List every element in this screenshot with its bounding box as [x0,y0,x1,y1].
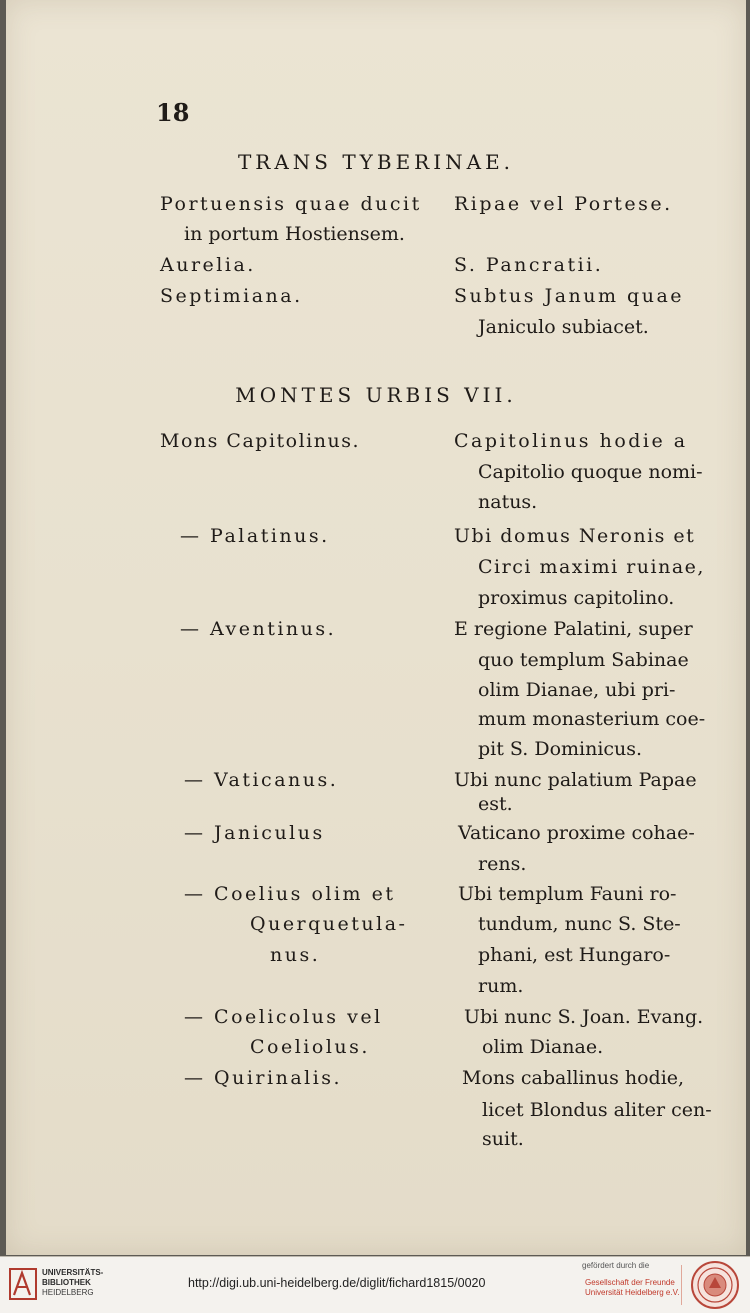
left-entry-coelicolus-1: — Coelicolus vel [184,1006,383,1028]
page-number: 18 [156,98,190,127]
section-heading-trans-tyberinae: TRANS TYBERINAE. [237,150,515,174]
book-page [6,0,746,1255]
library-name-line-2: BIBLIOTHEK [42,1278,91,1287]
left-entry-coelius-1: — Coelius olim et [184,883,396,905]
funded-by-label: gefördert durch die [582,1261,650,1270]
library-name-line-1: UNIVERSITÄTS- [42,1268,104,1277]
university-library-logo-icon[interactable] [8,1265,38,1303]
right-entry-aventinus-5: pit S. Dominicus. [478,738,643,760]
left-entry-coelius-3: nus. [270,944,321,966]
right-entry-coelius-2: tundum, nunc S. Ste- [478,913,681,935]
right-entry-aventinus-4: mum monasterium coe- [478,708,706,730]
right-entry-palatinus-1: Ubi domus Neronis et [454,525,696,547]
right-entry-palatinus-3: proximus capitolino. [478,587,675,609]
right-entry-coelius-4: rum. [478,975,524,997]
university-seal-icon [690,1260,740,1310]
left-entry-coelius-2: Querquetula- [250,913,408,935]
right-entry-aventinus-1: E regione Palatini, super [454,618,693,640]
society-name-line-1: Gesellschaft der Freunde [585,1278,675,1287]
right-entry-vaticanus-2: est. [478,793,513,815]
left-entry-septimiana: Septimiana. [160,285,303,307]
library-name[interactable] [42,1268,103,1298]
left-entry-capitolinus: Mons Capitolinus. [160,430,361,452]
right-entry-vaticanus-1: Ubi nunc palatium Papae [454,769,697,791]
right-entry-coelicolus-2: olim Dianae. [482,1036,604,1058]
right-entry-janiculus-2: rens. [478,853,527,875]
right-entry-aventinus-2: quo templum Sabinae [478,649,689,671]
right-entry-pancratii: S. Pancratii. [454,254,604,276]
right-entry-capitolinus-1: Capitolinus hodie a [454,430,688,452]
right-entry-coelicolus-1: Ubi nunc S. Joan. Evang. [464,1006,704,1028]
left-entry-quirinalis: — Quirinalis. [184,1067,343,1089]
society-name-line-2: Universität Heidelberg e.V. [585,1288,680,1297]
left-entry-palatinus: — Palatinus. [180,525,330,547]
left-entry-portuensis-cont: in portum Hostiensem. [184,223,405,245]
right-entry-aventinus-3: olim Dianae, ubi pri- [478,679,676,701]
section-heading-montes-urbis: MONTES URBIS VII. [235,383,517,407]
left-entry-aventinus: — Aventinus. [180,618,337,640]
left-entry-janiculus: — Janiculus [184,822,325,844]
left-entry-aurelia: Aurelia. [160,254,256,276]
right-entry-quirinalis-1: Mons caballinus hodie, [462,1067,685,1089]
right-entry-capitolinus-3: natus. [478,491,538,513]
right-entry-subtus: Subtus Janum quae [454,285,685,307]
right-entry-capitolinus-2: Capitolio quoque nomi- [478,461,703,483]
right-entry-subtus-cont: Janiculo subiacet. [478,316,649,338]
right-entry-ripae: Ripae vel Portese. [454,193,673,215]
footer-divider [681,1265,682,1305]
right-entry-quirinalis-3: suit. [482,1128,524,1150]
viewer-footer [0,1256,750,1313]
right-entry-coelius-3: phani, est Hungaro- [478,944,671,966]
left-entry-portuensis: Portuensis quae ducit [160,193,422,215]
right-entry-janiculus-1: Vaticano proxime cohae- [458,822,695,844]
permalink-url[interactable]: http://digi.ub.uni-heidelberg.de/diglit/fichard1815/0020 [188,1276,486,1290]
right-entry-quirinalis-2: licet Blondus aliter cen- [482,1099,712,1121]
right-entry-palatinus-2: Circi maximi ruinae, [478,556,705,578]
library-name-line-3: HEIDELBERG [42,1288,94,1297]
society-name[interactable] [585,1278,679,1298]
left-entry-coelicolus-2: Coeliolus. [250,1036,370,1058]
left-entry-vaticanus: — Vaticanus. [184,769,339,791]
right-entry-coelius-1: Ubi templum Fauni ro- [458,883,677,905]
